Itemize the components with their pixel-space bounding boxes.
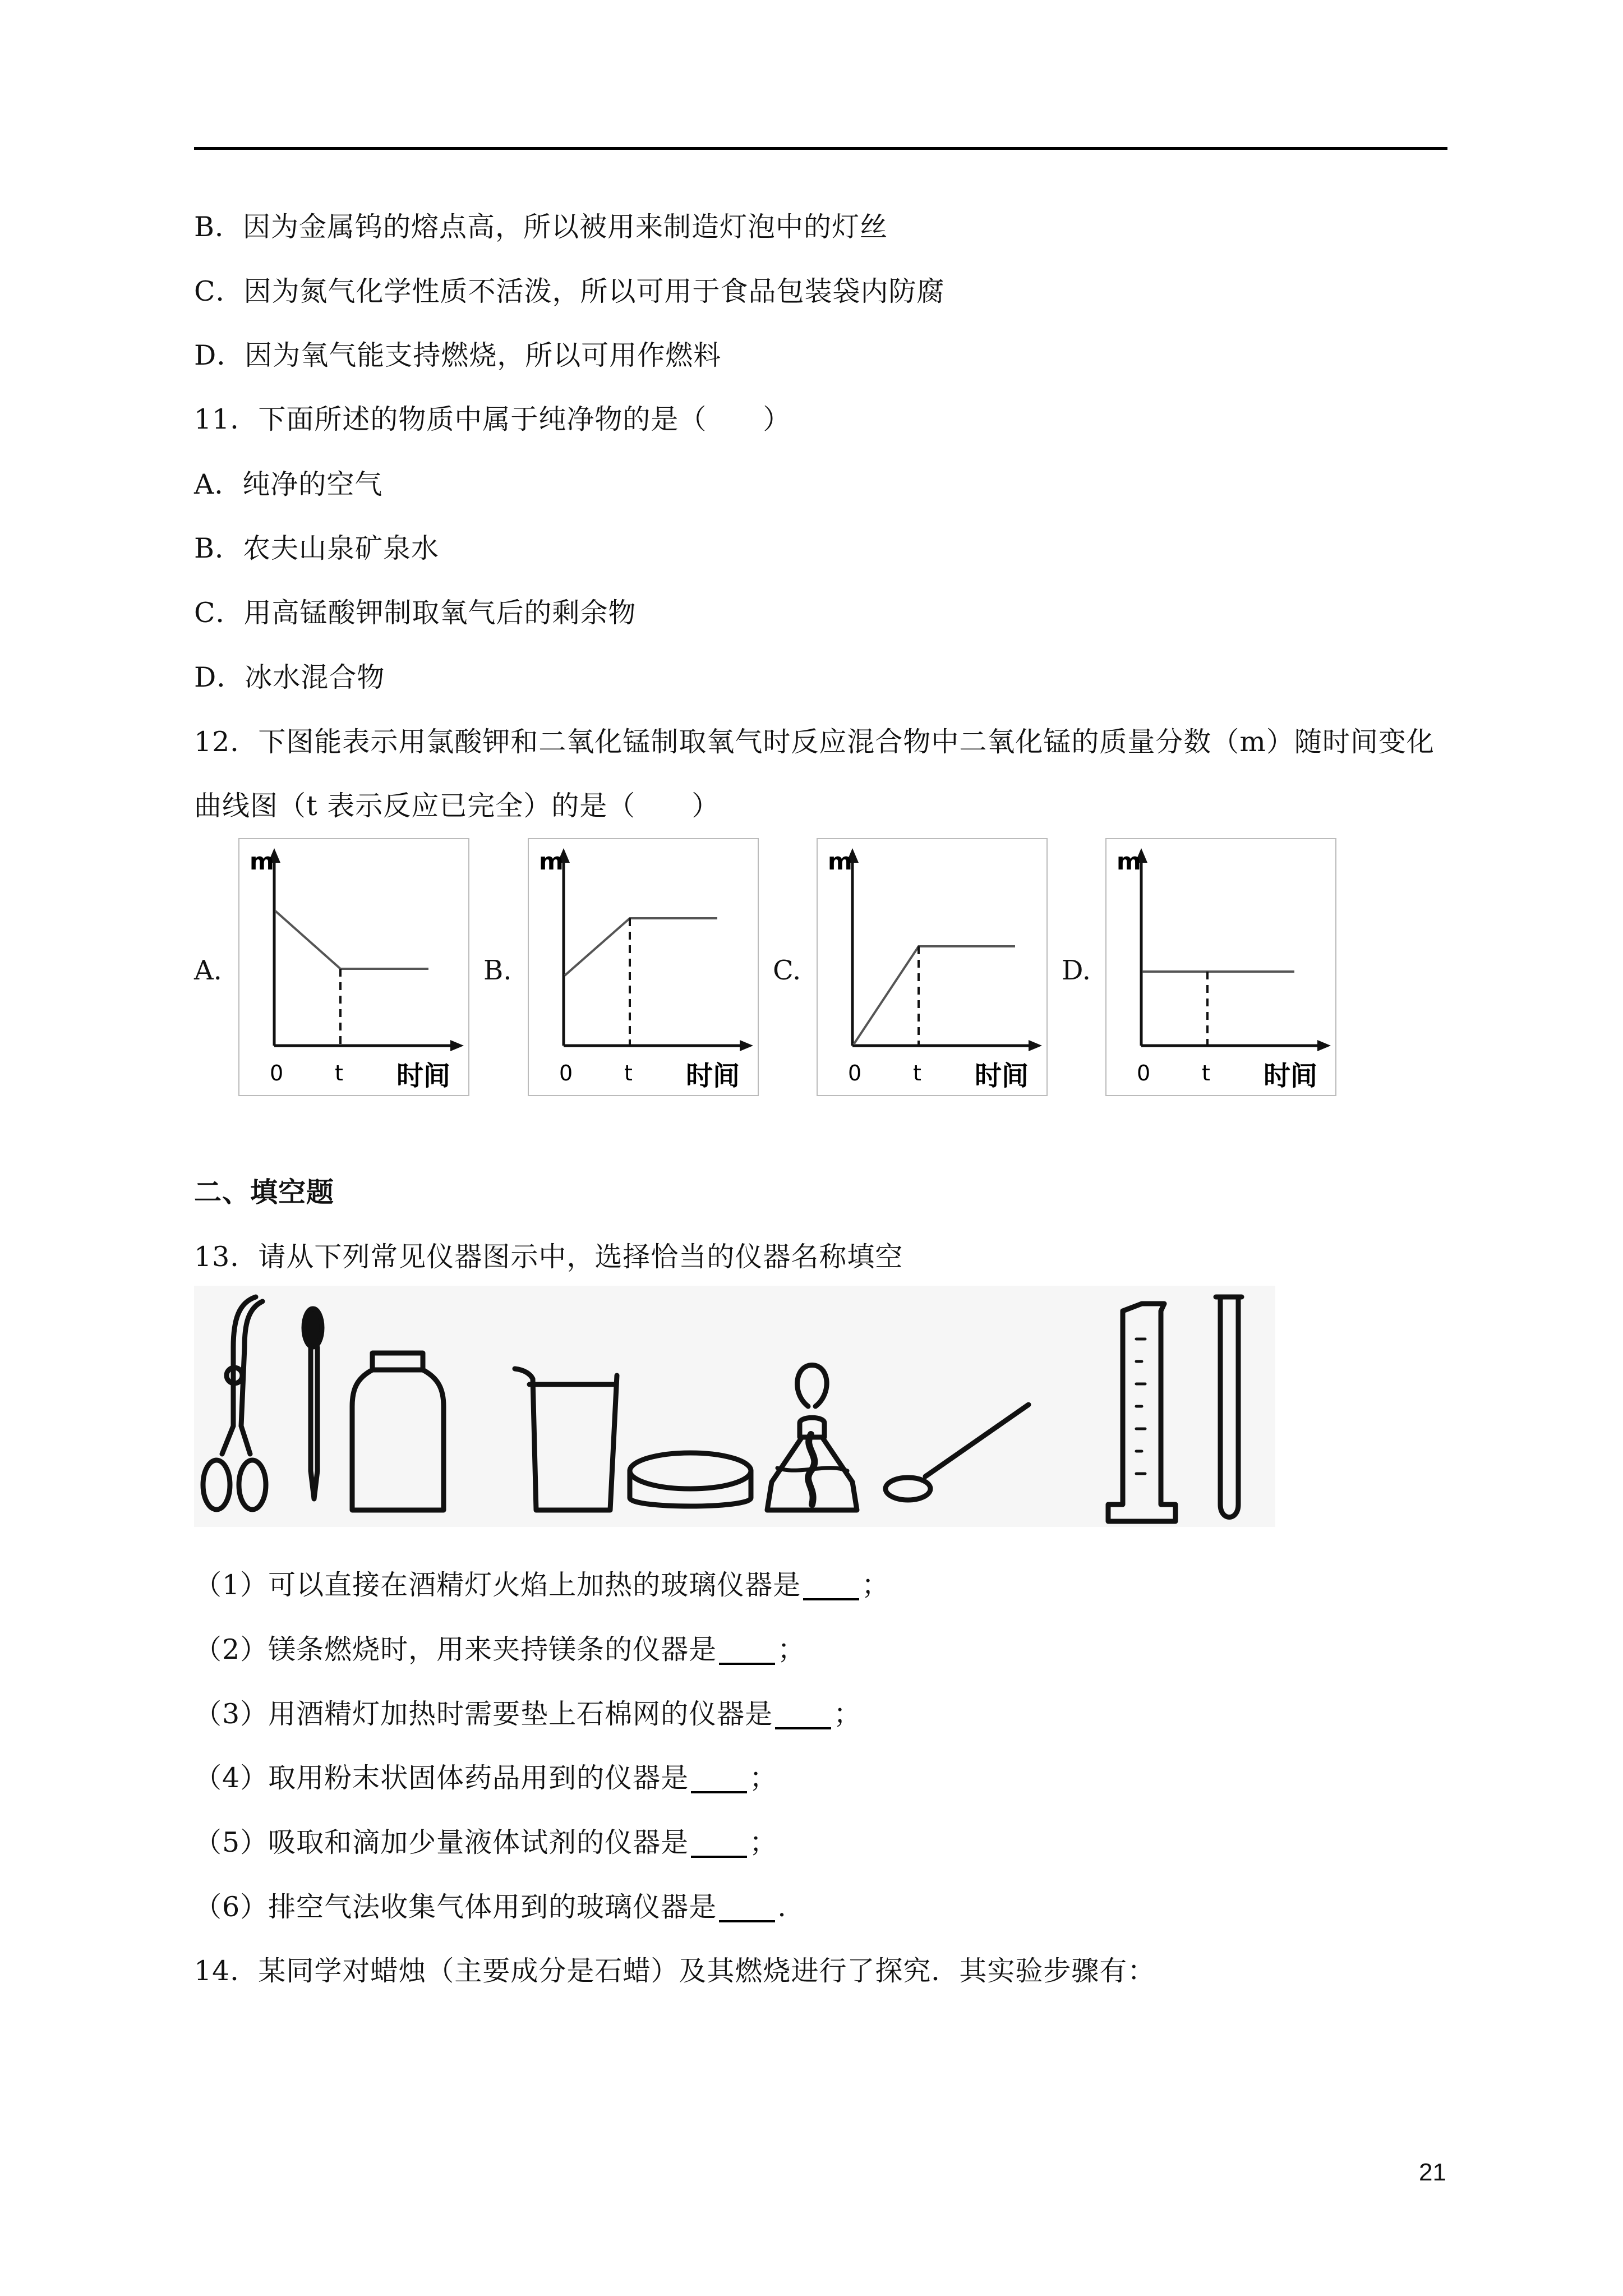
q13-item-1: （1）可以直接在酒精灯火焰上加热的玻璃仪器是 ； [194,1569,890,1601]
graph-c-t-label: t [913,1061,921,1085]
page-number: 21 [1419,2159,1446,2186]
answer-blank-2[interactable] [719,1637,775,1665]
graph-b-origin: 0 [559,1061,573,1085]
graph-a-y-label: m [250,848,274,875]
graph-c-x-label: 时间 [975,1060,1029,1092]
graph-a-t-label: t [335,1061,343,1085]
q10-option-d: D．因为氧气能支持燃烧，所以可用作燃料 [194,339,722,371]
q11-option-c: C．用高锰酸钾制取氧气后的剩余物 [194,597,637,629]
graph-a-curve [275,911,428,969]
graph-b-x-label: 时间 [686,1060,740,1092]
graph-c-curve [854,946,1015,1045]
q11-option-a: A．纯净的空气 [194,468,383,500]
q13-item-5: （5）吸取和滴加少量液体试剂的仪器是 ； [194,1826,778,1858]
q12-stem-line2: 曲线图（t 表示反应已完全）的是（ ） [194,790,720,822]
graph-c [817,838,1048,1096]
q10-option-b: B．因为金属钨的熔点高，所以被用来制造灯泡中的灯丝 [194,211,888,243]
graph-c-origin: 0 [848,1061,862,1085]
q13-item-3: （3）用酒精灯加热时需要垫上石棉网的仪器是 ； [194,1698,862,1730]
q12-label-c: C. [773,955,801,986]
answer-blank-5[interactable] [691,1830,747,1858]
q11-option-d: D．冰水混合物 [194,661,385,693]
graph-d-origin: 0 [1137,1061,1151,1085]
graph-b-curve [565,918,717,976]
graph-b-y-label: m [539,848,564,875]
q13-item-4: （4）取用粉末状固体药品用到的仪器是 ； [194,1762,778,1794]
graph-a-x-arrow [450,1040,464,1051]
answer-blank-3[interactable] [775,1701,831,1729]
answer-blank-1[interactable] [803,1572,859,1600]
graph-c-y-label: m [828,848,852,875]
section-heading: 二、填空题 [194,1176,335,1208]
graph-d-t-label: t [1202,1061,1210,1085]
q13-stem: 13．请从下列常见仪器图示中，选择恰当的仪器名称填空 [194,1241,903,1273]
answer-blank-4[interactable] [691,1765,747,1793]
q13-item-2: （2）镁条燃烧时，用来夹持镁条的仪器是 ； [194,1634,806,1665]
graph-a [238,838,469,1096]
graph-d-x-arrow [1317,1040,1331,1051]
q14-stem: 14．某同学对蜡烛（主要成分是石蜡）及其燃烧进行了探究．其实验步骤有： [194,1955,1156,1987]
answer-blank-6[interactable] [719,1894,775,1922]
graph-d [1105,838,1336,1096]
graph-b [528,838,759,1096]
graph-d-x-label: 时间 [1264,1060,1318,1092]
graph-a-x-label: 时间 [396,1060,451,1092]
graph-b-x-arrow [740,1040,753,1051]
q11-option-b: B．农夫山泉矿泉水 [194,532,440,564]
graph-c-x-arrow [1029,1040,1042,1051]
q10-option-c: C．因为氮气化学性质不活泼，所以可用于食品包装袋内防腐 [194,275,945,307]
q12-label-b: B. [483,955,512,986]
instruments-background [194,1286,1275,1527]
instruments-figure [194,1286,1275,1527]
graph-a-origin: 0 [270,1061,284,1085]
q12-stem-line1: 12．下图能表示用氯酸钾和二氧化锰制取氧气时反应混合物中二氧化锰的质量分数（m）随时间变化 [194,726,1435,758]
q11-stem: 11．下面所述的物质中属于纯净物的是（ ） [194,403,791,435]
q12-label-d: D. [1062,955,1091,986]
q12-label-a: A. [194,955,222,986]
graph-b-t-label: t [624,1061,633,1085]
graph-d-y-label: m [1117,848,1141,875]
header-rule [194,147,1447,150]
q13-item-6: （6）排空气法收集气体用到的玻璃仪器是 . [194,1891,787,1923]
